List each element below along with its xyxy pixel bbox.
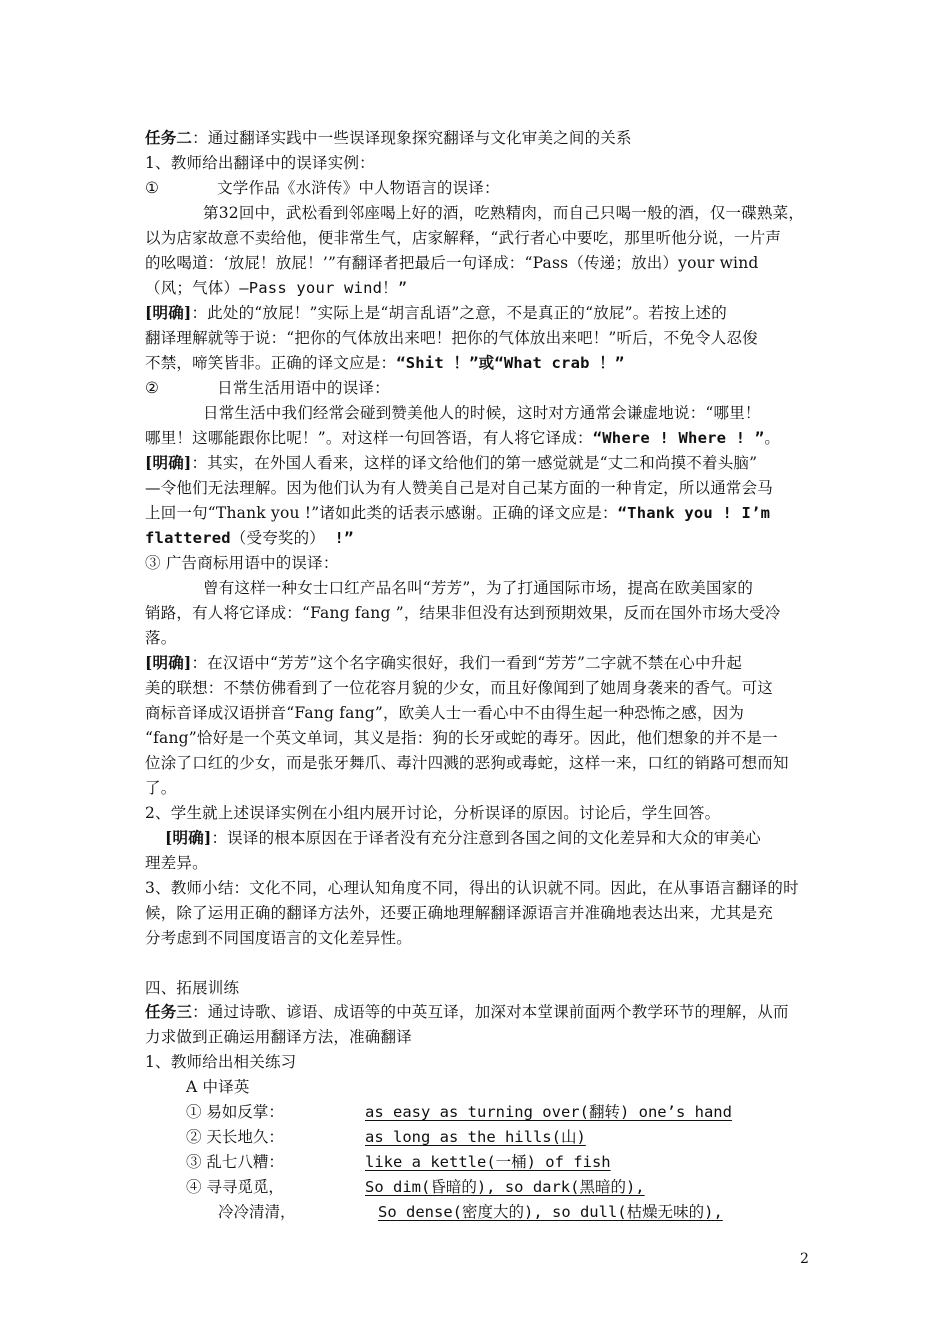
ex1-p3: 的吆喝道：‘放屁！放屁！’”有翻译者把最后一句译成：“Pass（传递；放出）your wind (145, 254, 759, 272)
ex1-clarify-label: [明确] (145, 303, 192, 322)
ex2-clarify-line1 (145, 451, 805, 476)
exercise-item-en: like a kettle(一桶) of fish (365, 1153, 611, 1171)
ex2-m1: ：其实，在外国人看来，这样的译文给他们的第一感觉就是“丈二和尚摸不着头脑” (191, 454, 758, 472)
ex1-clarify-line1 (145, 301, 805, 326)
exercise-item-cn: ② 天长地久： (186, 1128, 284, 1146)
ex1-m1: ：此处的“放屁！”实际上是“胡言乱语”之意，不是真正的“放屁”。若按上述的 (191, 304, 727, 322)
step2-m1: ：误译的根本原因在于译者没有充分注意到各国之间的文化差异和大众的审美心 (211, 829, 761, 847)
ex3-m3: 商标音译成汉语拼音“Fang fang”，欧美人士一看心中不由得生起一种恐怖之感，因为 (145, 704, 745, 722)
task2-title-rest: ：通过翻译实践中一些误译现象探究翻译与文化审美之间的关系 (192, 129, 632, 147)
ex2-m4c: !” (325, 529, 354, 547)
task2-step2: 2、学生就上述误译实例在小组内展开讨论，分析误译的原因。讨论后，学生回答。 (145, 804, 721, 822)
ex3-m6: 了。 (145, 779, 177, 797)
ex3-m1: ：在汉语中“芳芳”这个名字确实很好，我们一看到“芳芳”二字就不禁在心中升起 (191, 654, 743, 672)
ex2-paragraph-line (145, 401, 805, 426)
task3-line1: ：通过诗歌、谚语、成语等的中英互译，加深对本堂课前面两个教学环节的理解，从而 (192, 1003, 789, 1021)
ex1-paragraph-line (145, 201, 805, 226)
ex3-m2: 美的联想：不禁仿佛看到了一位花容月貌的少女，而且好像闻到了她周身袭来的香气。可这 (145, 679, 774, 697)
exercise-item-en: So dense(密度大的), so dull(枯燥无味的), (378, 1203, 723, 1221)
exercise-item-cn: ④ 寻寻觅觅， (186, 1178, 284, 1196)
ex1-number: ① (145, 179, 160, 197)
ex2-correct-translation: “Thank you ! I’m (617, 504, 771, 522)
ex3-p2: 销路，有人将它译成：“Fang fang ”，结果非但没有达到预期效果，反而在国外市场大受冷 (145, 604, 781, 622)
ex3-clarify-line1 (145, 651, 805, 676)
ex1-title: 文学作品《水浒传》中人物语言的误译： (217, 179, 500, 197)
ex2-heading (145, 376, 805, 401)
section4-heading: 四、拓展训练 (145, 979, 240, 997)
exercise-item-cn: 冷冷清清， (218, 1203, 296, 1221)
ex1-m2: 翻译理解就等于说：“把你的气体放出来吧！把你的气体放出来吧！”听后，不免令人忍俊 (145, 329, 758, 347)
task2-step3-line3: 分考虑到不同国度语言的文化差异性。 (145, 929, 412, 947)
ex2-number: ② (145, 379, 160, 397)
task2-heading (145, 126, 805, 151)
exercise-item-cn: ③ 乱七八糟： (186, 1153, 284, 1171)
ex2-p2a: 哪里！这哪能跟你比呢！”。对这样一句回答语，有人将它译成： (145, 429, 593, 447)
task3-line2: 力求做到正确运用翻译方法，准确翻译 (145, 1028, 412, 1046)
step2-m2: 理差异。 (145, 854, 208, 872)
ex2-p2c: 。 (764, 429, 781, 447)
ex3-p3: 落。 (145, 629, 177, 647)
exercise-item-cn: ① 易如反掌： (186, 1103, 284, 1121)
ex2-p1: 日常生活中我们经常会碰到赞美他人的时候，这时对方通常会谦虚地说：“哪里！ (203, 404, 761, 422)
ex3-p1: 曾有这样一种女士口红产品名叫“芳芳”，为了打通国际市场，提高在欧美国家的 (203, 579, 754, 597)
exercise-item-en: as easy as turning over(翻转) one’s hand (365, 1103, 732, 1121)
ex2-clarify-line4 (145, 526, 805, 551)
ex2-m4b: （受夸奖的） (230, 529, 325, 547)
ex2-m4a: flattered (145, 529, 231, 547)
ex3-paragraph-line (145, 576, 805, 601)
ex2-wrong-translation: “Where ! Where ! ” (592, 429, 765, 447)
task2-step3-line1: 3、教师小结：文化不同，心理认知角度不同，得出的认识就不同。因此，在从事语言翻译的时 (145, 879, 799, 897)
task2-step3-line2: 候，除了运用正确的翻译方法外，还要正确地理解翻译源语言并准确地表达出来，尤其是充 (145, 904, 774, 922)
ex1-m3a: 不禁，啼笑皆非。正确的译文应是： (145, 354, 397, 372)
ex3-clarify-label: [明确] (145, 653, 192, 672)
task2-step1: 1、教师给出翻译中的误译实例： (145, 154, 375, 172)
ex3-m4: “fang”恰好是一个英文单词，其义是指：狗的长牙或蛇的毒牙。因此，他们想象的并不是一 (145, 729, 778, 747)
ex1-p2: 以为店家故意不卖给他，便非常生气，店家解释，“武行者心中要吃，那里听他分说，一片声 (145, 229, 782, 247)
step2-clarify-label: [明确] (165, 828, 212, 847)
section4-step1: 1、教师给出相关练习 (145, 1053, 297, 1071)
ex2-title: 日常生活用语中的误译： (217, 379, 390, 397)
ex3-m5: 位涂了口红的少女，而是张牙舞爪、毒汁四溅的恶狗或毒蛇，这样一来，口红的销路可想而知 (145, 754, 789, 772)
ex2-clarify-label: [明确] (145, 453, 192, 472)
ex1-p1: 第32回中，武松看到邻座喝上好的酒，吃熟精肉，而自己只喝一般的酒，仅一碟熟菜， (203, 204, 805, 222)
ex2-m3a: 上回一句“Thank you !”诸如此类的话表示感谢。正确的译文应是： (145, 504, 618, 522)
step2-clarify-line1 (145, 826, 805, 851)
ex1-correct-translation: “Shit ！”或“What crab ！” (396, 354, 625, 372)
page-number: 2 (800, 1251, 809, 1267)
task2-title: 任务二 (145, 128, 193, 147)
ex2-clarify-line3 (145, 501, 805, 526)
ex3-title: ③ 广告商标用语中的误译： (145, 554, 339, 572)
ex1-clarify-line3 (145, 351, 805, 376)
ex1-p4: （风；气体）—Pass your wind！” (145, 279, 408, 297)
ex2-p2-line (145, 426, 805, 451)
exercise-item-en: So dim(昏暗的), so dark(黑暗的), (365, 1178, 645, 1196)
exercise-a-heading: A 中译英 (186, 1078, 250, 1096)
task3-title: 任务三 (145, 1002, 193, 1021)
ex1-heading (145, 176, 805, 201)
exercise-item-en: as long as the hills(山) (365, 1128, 586, 1146)
task3-heading (145, 1000, 805, 1025)
ex2-m2: —令他们无法理解。因为他们认为有人赞美自己是对自己某方面的一种肯定，所以通常会马 (145, 479, 774, 497)
